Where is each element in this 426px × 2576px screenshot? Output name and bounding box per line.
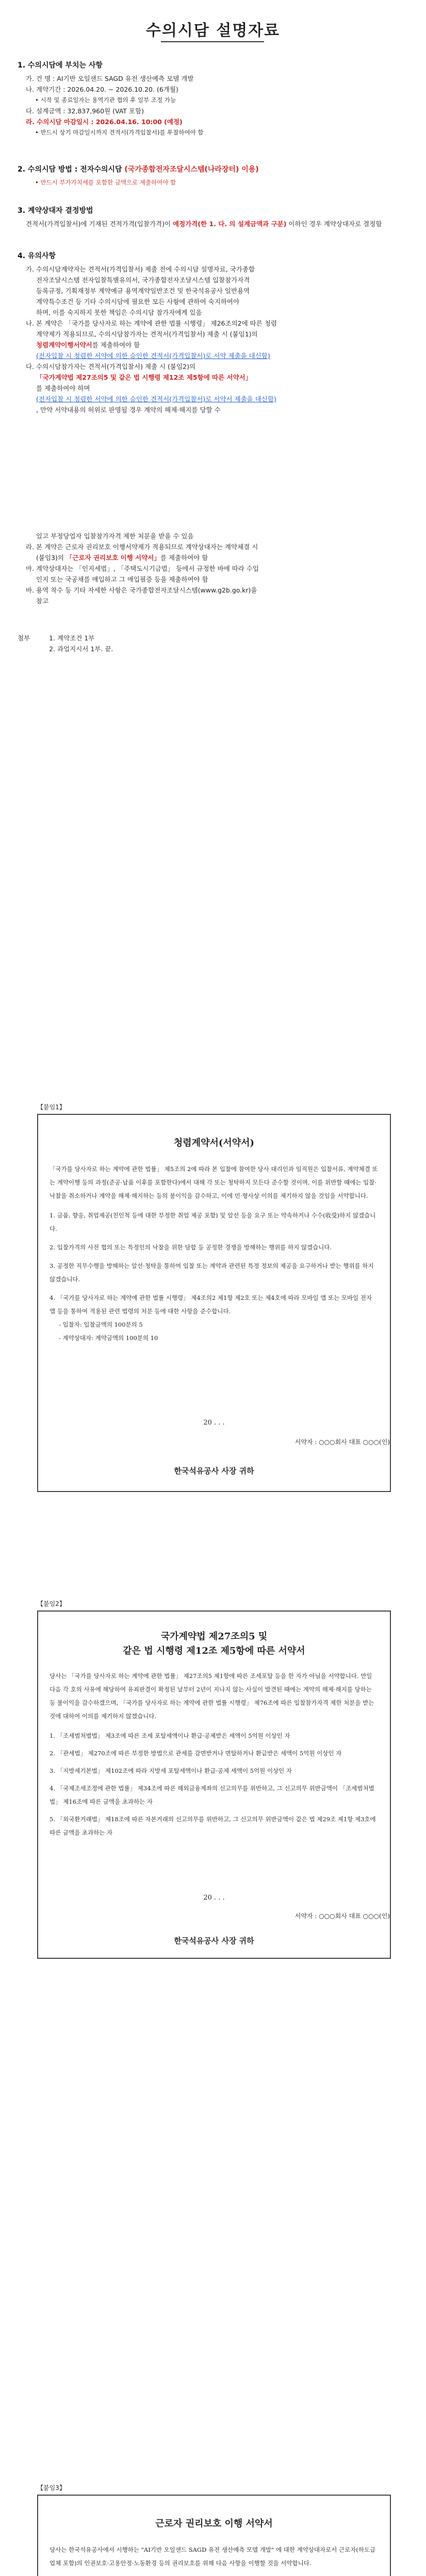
form2-recipient: 한국석유공사 사장 귀하	[174, 1936, 254, 1945]
form1-integrity-pledge	[37, 1114, 391, 1492]
form3-title: 근로자 권리보호 이행 서약서	[155, 2518, 273, 2529]
section-3-heading: 3. 계약상대자 결정방법	[18, 207, 93, 215]
attachments-label: 첨부	[18, 634, 30, 642]
form1-title: 청렴계약서(서약서)	[173, 1138, 255, 1148]
form2-title-1: 국가계약법 제27조의5 및	[160, 1631, 268, 1642]
form1-body: 「국가를 당사자로 하는 계약에 관한 법률」 제5조의 2에 따라 본 입찰에 참여한 당사 대리인과 임직원은 입찰서류, 계약체결 또는 계약이행 등의 과정(준공·납품 이후를 포함한다)에서 대해 각 또는 청탁하지 모든다 준수할 것이며, 이를 위반할 때에는 입찰·낙찰을 취소하거나 계약을 해제·해지하는 등의 불이익을 감수하고, 이에 민·형사상 이의를 제기하지 않을 것임을 서약합니다. 1. 금품, 향응, 취업제공(친인척 등에 대한 부정한 취업 제공 포함) 및 알선 등을 요구 또는 약속하거나 수수(收受)하지 않겠습니다. 2. 입찰가격의 사전 협의 또는 특정인의 낙찰을 위한 담합 등 공정한 경쟁을 방해하는 행위를 하지 않겠습니다. 3. 공정한 직무수행을 방해하는 알선·청탁을 통하여 입찰 또는 계약과 관련된 특정 정보의 제공을 요구하거나 받는 행위를 하지 않겠습니다. 4. 「국가를 당사자로 하는 계약에 관한 법률 시행령」 제4조의2 제1항 제2호 또는 제4호에 따라 모바일 앱 또는 모바일 전자 앱 등을 통하여 적용된 관련 법령의 처분 등에 대한 사항을 준수합니다. - 입찰자: 입찰금액의 100분의 5 - 계약상대자: 계약금액의 100분의 10	[50, 1165, 378, 1342]
form2-date: 20 . . .	[203, 1894, 225, 1902]
design-amount: 다. 설계금액 : 32,837,960원 (VAT 포함)	[26, 107, 144, 115]
na-link[interactable]: (전자입찰 시 청렴한 서약에 의한 승인한 견적서(가격입찰서)로 서약 제출을 대신함)	[36, 352, 270, 360]
form1-recipient: 한국석유공사 사장 귀하	[174, 1466, 254, 1476]
form2-title-2: 같은 법 시행령 제12조 제5항에 따른 서약서	[123, 1646, 305, 1656]
item-na: 나. 본 계약은 「국가를 당사자로 하는 계약에 관한 법률 시행령」 제26조의2에 따른 청렴 계약제가 적용되므로, 수의시담참가자는 견적서(가격입찰서) 제출 시 (붙임1)의 청렴계약이행서약서를 제출하여야 함 (전자입찰 시 청렴한 서약에 의한 승인한 견적서(가격입찰서)로 서약 제출을 대신함)	[26, 318, 409, 361]
form2-signer: 서약자 : ○○○회사 대표 ○○○(인)	[294, 1912, 390, 1920]
form3-body: 당사는 한국석유공사에서 시행하는 "AI기반 오일샌드 SAGD 유전 생산예측 모델 개발" 에 대한 계약상대자로서 근로자(하도급 업체 포함)의 인권보호·고용안정·노동환경 등의 권리보호를 위해 다음 사항을 이행할 것을 서약합니다.	[50, 2546, 376, 2567]
contract-period: 나. 계약기간 : 2026.04.20. ~ 2026.10.20. (6개월)	[26, 86, 178, 93]
deadline-note: • 반드시 상기 마감일시까지 견적서(가격입찰서)를 투찰하여야 함	[35, 129, 204, 136]
attachment-1: 1. 계약조건 1부	[49, 634, 95, 642]
section-3-text: 견적서(가격입찰서)에 기재된 견적가격(입찰가격)이 예정가격(한 1. 다. 의 설계금액과 구분) 이하인 경우 계약상대자로 결정함	[26, 220, 382, 228]
attachment-2: 2. 과업지시서 1부. 끝.	[49, 645, 113, 653]
deadline: 라. 수의시담 마감일시 : 2026.04.16. 10:00 (예정)	[26, 118, 183, 126]
form1-signer: 서약자 : ○○○회사 대표 ○○○(인)	[294, 1438, 390, 1446]
form2-tag: 【붙임2】	[37, 1600, 65, 1607]
contract-period-note: • 시작 및 종료일자는 용역기관 협의 후 일부 조정 가능	[35, 96, 176, 104]
title-underline	[161, 41, 264, 42]
vat-note: • 반드시 부가가치세를 포함한 금액으로 제출하여야 함	[35, 179, 176, 186]
form2-tax-pledge	[37, 1611, 391, 1959]
section-4-heading: 4. 유의사항	[18, 252, 56, 260]
form3-tag: 【붙임3】	[37, 2484, 65, 2492]
project-name: 가. 건 명 : AI기반 오일샌드 SAGD 유전 생산예측 모델 개발	[26, 75, 194, 82]
section-2-heading: 2. 수의시담 방법 : 전자수의시담 (국가종합전자조달시스템(나라장터) 이용)	[18, 165, 259, 174]
item-ga: 가. 수의시담계약자는 견적서(가격입찰서) 제출 전에 수의시담 설명자료, 국가종합 전자조달시스템 전자입찰특별유의서, 국가종합전자조달시스템 입찰참가자격 등록규정, 기획재정부 계약예규 용역계약일반조건 및 한국석유공사 일반용역 계약특수조건 등 기타 수의시담에 필요한 모든 사항에 관하여 숙지하여야 하며, 이를 숙지하지 못한 책임은 수의시담 참가자에게 있음	[26, 265, 255, 316]
item-da: 다. 수의시담참가자는 견적서(가격입찰서) 제출 시 (붙임2)의 「국가계약법 제27조의5 및 같은 법 시행령 제12조 제5항에 따른 서약서」 를 제출하여야 하며 (전자입찰 시 청렴한 서약에 의한 승인한 견적서(가격입찰서)로 서약서 제출을 대신함) , 만약 서약내용의 허위로 판명될 경우 계약의 해제·해지를 당할 수	[26, 361, 409, 415]
da-link[interactable]: (전자입찰 시 청렴한 서약에 의한 승인한 견적서(가격입찰서)로 서약서 제출을 대신함)	[36, 395, 276, 403]
form1-tag: 【붙임1】	[37, 1104, 65, 1111]
form3-labor-pledge	[37, 2495, 391, 2576]
form2-body: 당사는 「국가를 당사자로 하는 계약에 관한 법률」 제27조의5 제1항에 따른 조세포탈 등을 한 자가 아님을 서약합니다. 만일 다음 각 호의 사유에 해당하여 유죄판결이 확정된 날부터 2년이 지나지 않는 사실이 발견된 때에는 계약의 해제·해지를 당하는 등 불이익을 감수하겠으며, 「국가를 당사자로 하는 계약에 관한 법률 시행령」 제76조에 따른 입찰참가자격 제한 처분을 받는 것에 대하여 이의를 제기하지 않겠습니다. 1. 「조세범처벌법」 제3조에 따른 조세 포탈세액이나 환급·공제받은 세액이 5억원 이상인 자 2. 「관세법」 제270조에 따른 부정한 방법으로 관세를 감면받거나 면탈하거나 환급받은 세액이 5억원 이상인 자 3. 「지방세기본법」 제102조에 따라 지방세 포탈세액이나 환급·공제 세액이 5억원 이상인 자 4. 「국제조세조정에 관한 법률」 제34조에 따른 해외금융계좌의 신고의무를 위반하고, 그 신고의무 위반금액이 「조세범처벌법」 제16조에 따른 금액을 초과하는 자 5. 「외국환거래법」 제18조에 따른 자본거래의 신고의무를 위반하고, 그 신고의무 위반금액이 같은 법 제29조 제1항 제3호에 따른 금액을 초과하는 자	[50, 1672, 376, 1836]
form1-date: 20 . . .	[203, 1419, 225, 1427]
page-title: 수의시담 설명자료	[145, 22, 281, 40]
section-1-heading: 1. 수의시담에 부치는 사항	[18, 61, 103, 70]
